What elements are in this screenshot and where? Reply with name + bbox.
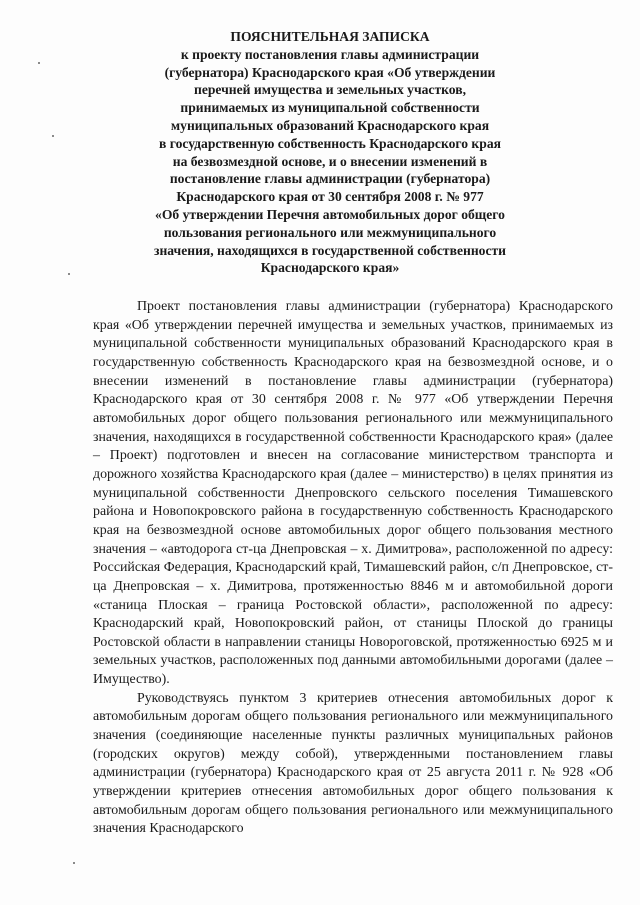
scan-speck — [38, 62, 40, 64]
header-line: (губернатора) Краснодарского края «Об утверждении — [164, 64, 496, 80]
header-line: Краснодарского края от 30 сентября 2008 г. № 977 — [176, 189, 484, 205]
header-line: «Об утверждении Перечня автомобильных дорог общего — [155, 206, 505, 222]
header-line: перечней имущества и земельных участков, — [194, 82, 466, 98]
header-line: муниципальных образований Краснодарского края — [170, 117, 490, 133]
header-line: пользования регионального или межмуниципального — [163, 224, 497, 240]
document-header — [100, 28, 560, 277]
header-line: в государственную собственность Краснодарского края — [159, 135, 501, 151]
scan-speck — [73, 862, 75, 864]
header-line: Краснодарского края» — [260, 260, 400, 276]
header-line: принимаемых из муниципальной собственности — [180, 100, 480, 116]
body-paragraph: Руководствуясь пунктом 3 критериев отнесения автомобильных дорог к автомобильным дорогам общего пользования регионального или межмуниципального значения (соединяющие населенные пункты различных муниципальных районов (городских округов) между собой), утвержденными постановлением главы администрации (губернатора) Краснодарского края от 25 августа 2011 г. № 928 «Об утверждении критериев отнесения автомобильных дорог общего пользования к автомобильным дорогам общего пользования регионального или межмуниципального значения Краснодарского — [93, 690, 613, 837]
header-line: значения, находящихся в государственной собственности — [153, 242, 506, 258]
body-paragraph: Проект постановления главы администрации (губернатора) Краснодарского края «Об утверждении перечней имущества и земельных участков, принимаемых из муниципальной собственности муниципальных образований Краснодарского края в государственную собственность Краснодарского края на безвозмездной основе, и о внесении изменений в постановление главы администрации (губернатора) Краснодарского края от 30 сентября 2008 г. № 977 «Об утверждении Перечня автомобильных дорог общего пользования регионального или межмуниципального значения, находящихся в государственной собственности Краснодарского края» (далее – Проект) подготовлен и внесен на согласование министерством транспорта и дорожного хозяйства Краснодарского края (далее – министерство) в целях принятия из муниципальной собственности Днепровского сельского поселения Тимашевского района и Новопокровского района в государственную собственность Краснодарского края на безвозмездной основе автомобильных дорог общего пользования местного значения – «автодорога ст-ца Днепровская – х. Димитрова», расположенной по адресу: Российская Федерация, Краснодарский край, Тимашевский район, с/п Днепровское, ст-ца Днепровская – х. Димитрова, протяженностью 8846 м и автомобильной дороги «станица Плоская – граница Ростовской области», расположенной по адресу: Краснодарский край, Новопокровский район, от станицы Плоской до границы Ростовской области в направлении станицы Новороговской, протяженностью 6925 м и земельных участков, расположенных под данными автомобильными дорогами (далее – Имущество). — [93, 299, 613, 688]
scan-speck — [52, 135, 54, 137]
document-body — [93, 298, 613, 839]
header-line: постановление главы администрации (губернатора) — [169, 171, 491, 187]
document-title: ПОЯСНИТЕЛЬНАЯ ЗАПИСКА — [230, 29, 430, 44]
scan-speck — [68, 273, 70, 275]
header-line: на безвозмездной основе, и о внесении изменений в — [172, 153, 488, 169]
header-line: к проекту постановления главы администрации — [180, 46, 480, 62]
